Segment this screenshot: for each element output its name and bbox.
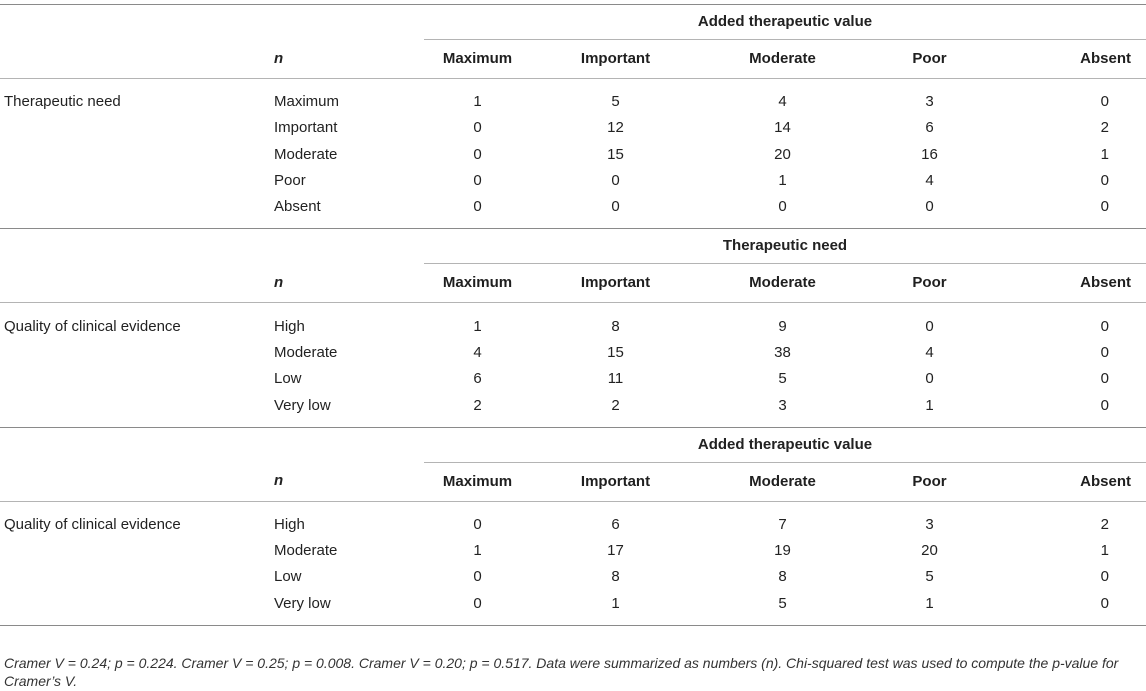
cell-value: 8 xyxy=(611,568,620,586)
column-header-poor: Poor xyxy=(865,40,994,79)
group-header: Added therapeutic value xyxy=(424,427,1146,462)
cell-value: 0 xyxy=(611,198,620,216)
cell-value: 15 xyxy=(607,343,624,361)
cell-value: 1 xyxy=(531,591,700,626)
table-footnote: Cramer V = 0.24; p = 0.224. Cramer V = 0.25; p = 0.008. Cramer V = 0.20; p = 0.517. Data were summarized as numbers (n). Chi-squared test was used to compute the p-value for Cramer’s V. xyxy=(4,655,1119,689)
cell-value: 0 xyxy=(473,145,482,163)
n-header: n xyxy=(258,462,424,501)
group-header: Therapeutic need xyxy=(424,229,1146,264)
cell-value: 1 xyxy=(865,591,994,626)
cell-value: 3 xyxy=(778,396,787,414)
column-header-maximum: Maximum xyxy=(424,264,531,303)
cell-value: 0 xyxy=(1100,317,1109,335)
cell-value: 15 xyxy=(607,145,624,163)
column-header-moderate: Moderate xyxy=(700,462,865,501)
cell-value: 0 xyxy=(424,591,531,626)
cell-value: 14 xyxy=(774,119,791,137)
cell-value: 2 xyxy=(473,396,482,414)
column-header-important: Important xyxy=(531,40,700,79)
page xyxy=(0,4,1146,691)
column-header-row xyxy=(0,264,1146,303)
row-group-label: Therapeutic need xyxy=(4,93,121,111)
cell-value: 5 xyxy=(700,591,865,626)
column-header-maximum: Maximum xyxy=(424,462,531,501)
cell-value: 6 xyxy=(611,515,620,533)
cell-value: 0 xyxy=(1100,396,1109,414)
column-header-important: Important xyxy=(531,462,700,501)
row-label: Very low xyxy=(274,396,331,414)
row-label: Important xyxy=(274,119,338,137)
cell-value: 6 xyxy=(473,370,482,388)
table-row xyxy=(0,142,1146,168)
row-label: Moderate xyxy=(274,542,338,560)
cell-value: 0 xyxy=(1100,370,1109,388)
column-header-absent: Absent xyxy=(994,462,1146,501)
cell-value: 2 xyxy=(1100,515,1109,533)
cell-value: 20 xyxy=(774,145,791,163)
cell-value: 0 xyxy=(1100,568,1109,586)
row-label: Absent xyxy=(274,198,321,216)
cell-value: 6 xyxy=(925,119,934,137)
column-header-poor: Poor xyxy=(865,462,994,501)
table-block-evidence-vs-added-value xyxy=(0,427,1146,625)
cell-value: 9 xyxy=(778,317,787,335)
cell-value: 1 xyxy=(473,93,482,111)
cell-value: 7 xyxy=(778,515,787,533)
row-label: Low xyxy=(274,370,302,388)
cell-value: 1 xyxy=(925,396,934,414)
table-row xyxy=(0,538,1146,564)
column-header-absent: Absent xyxy=(994,40,1146,79)
cell-value: 8 xyxy=(611,317,620,335)
column-header-moderate: Moderate xyxy=(700,40,865,79)
cell-value: 1 xyxy=(778,172,787,190)
group-header-row xyxy=(0,5,1146,40)
row-label: High xyxy=(274,515,305,533)
cell-value: 4 xyxy=(473,343,482,361)
cell-value: 11 xyxy=(607,370,624,388)
cell-value: 1 xyxy=(473,542,482,560)
table-row xyxy=(0,79,1146,116)
cell-value: 1 xyxy=(1100,542,1109,560)
cell-value: 0 xyxy=(1100,172,1109,190)
cell-value: 38 xyxy=(774,343,791,361)
row-label: Maximum xyxy=(274,93,340,111)
table-row xyxy=(0,340,1146,366)
cell-value: 0 xyxy=(925,198,934,216)
cell-value: 12 xyxy=(607,119,624,137)
cell-value: 0 xyxy=(1100,93,1109,111)
table-row xyxy=(0,564,1146,590)
table-row xyxy=(0,168,1146,194)
cell-value: 0 xyxy=(778,198,787,216)
cell-value: 19 xyxy=(774,542,791,560)
column-header-absent: Absent xyxy=(994,264,1146,303)
table-row xyxy=(0,194,1146,229)
cell-value: 0 xyxy=(925,317,934,335)
cell-value: 2 xyxy=(611,396,620,414)
row-group-label: Quality of clinical evidence xyxy=(4,317,181,335)
column-header-poor: Poor xyxy=(865,264,994,303)
table-block-therapeutic-need-vs-added-value xyxy=(0,5,1146,229)
cell-value: 0 xyxy=(473,568,482,586)
column-header-row xyxy=(0,40,1146,79)
cell-value: 5 xyxy=(925,568,934,586)
cell-value: 0 xyxy=(611,172,620,190)
table-row xyxy=(0,591,1146,626)
contingency-table xyxy=(0,4,1146,626)
group-header-row xyxy=(0,427,1146,462)
cell-value: 8 xyxy=(778,568,787,586)
row-label: Moderate xyxy=(274,343,338,361)
cell-value: 16 xyxy=(921,145,938,163)
row-label: High xyxy=(274,317,305,335)
cell-value: 0 xyxy=(473,198,482,216)
row-label: Poor xyxy=(274,172,306,190)
cell-value: 0 xyxy=(994,591,1146,626)
row-label: Very low xyxy=(258,591,424,626)
cell-value: 5 xyxy=(611,93,620,111)
cell-value: 4 xyxy=(925,343,934,361)
group-header: Added therapeutic value xyxy=(424,5,1146,40)
row-label: Low xyxy=(274,568,302,586)
cell-value: 4 xyxy=(778,93,787,111)
cell-value: 3 xyxy=(925,93,934,111)
cell-value: 3 xyxy=(925,515,934,533)
cell-value: 0 xyxy=(473,515,482,533)
cell-value: 0 xyxy=(473,119,482,137)
cell-value: 0 xyxy=(1100,343,1109,361)
cell-value: 2 xyxy=(1100,119,1109,137)
table-row xyxy=(0,115,1146,141)
group-header-row xyxy=(0,229,1146,264)
cell-value: 0 xyxy=(473,172,482,190)
table-row xyxy=(0,366,1146,392)
cell-value: 1 xyxy=(473,317,482,335)
table-row xyxy=(0,303,1146,340)
column-header-maximum: Maximum xyxy=(424,40,531,79)
cell-value: 1 xyxy=(1100,145,1109,163)
column-header-moderate: Moderate xyxy=(700,264,865,303)
table-row xyxy=(0,501,1146,538)
cell-value: 17 xyxy=(607,542,624,560)
cell-value: 0 xyxy=(1100,198,1109,216)
cell-value: 5 xyxy=(778,370,787,388)
column-header-row xyxy=(0,462,1146,501)
table-block-evidence-vs-therapeutic-need xyxy=(0,229,1146,427)
cell-value: 0 xyxy=(925,370,934,388)
n-header: n xyxy=(258,264,424,303)
n-header: n xyxy=(258,40,424,79)
table-row xyxy=(0,392,1146,427)
cell-value: 20 xyxy=(921,542,938,560)
row-label: Moderate xyxy=(274,145,338,163)
column-header-important: Important xyxy=(531,264,700,303)
cell-value: 4 xyxy=(925,172,934,190)
row-group-label: Quality of clinical evidence xyxy=(4,515,181,533)
